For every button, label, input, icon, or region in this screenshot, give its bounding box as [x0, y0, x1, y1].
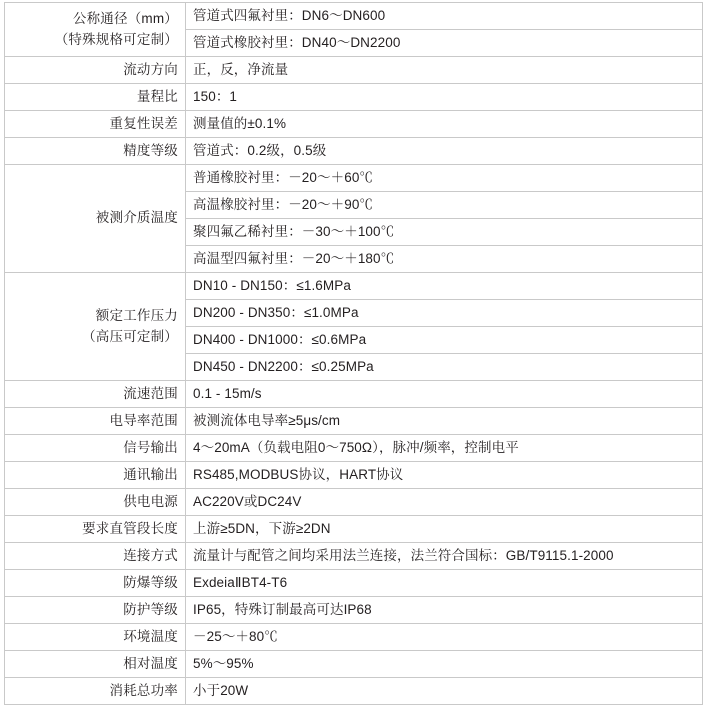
row-value-medium-temperature-1: 普通橡胶衬里：－20～＋60℃ — [186, 165, 703, 192]
table-row — [5, 489, 703, 516]
table-row — [5, 408, 703, 435]
row-value-total-power-consumption: 小于20W — [186, 678, 703, 705]
row-value-nominal-diameter-rubber: 管道式橡胶衬里：DN40～DN2200 — [186, 30, 703, 57]
table-row — [5, 3, 703, 30]
table-row — [5, 273, 703, 300]
row-label-medium-temperature: 被测介质温度 — [5, 165, 186, 273]
row-value-medium-temperature-3: 聚四氟乙稀衬里：－30～＋100℃ — [186, 219, 703, 246]
specification-table-body — [5, 3, 703, 705]
table-row — [5, 624, 703, 651]
row-value-rated-pressure-4: DN450 - DN2200：≤0.25MPa — [186, 354, 703, 381]
row-value-connection-type: 流量计与配管之间均采用法兰连接，法兰符合国标：GB/T9115.1-2000 — [186, 543, 703, 570]
row-label-power-supply: 供电电源 — [5, 489, 186, 516]
row-value-conductivity-range: 被测流体电导率≥5μs/cm — [186, 408, 703, 435]
row-value-protection-grade: IP65，特殊订制最高可达IP68 — [186, 597, 703, 624]
table-row — [5, 381, 703, 408]
row-label-straight-pipe-length: 要求直管段长度 — [5, 516, 186, 543]
row-label-explosion-proof-grade: 防爆等级 — [5, 570, 186, 597]
row-value-medium-temperature-4: 高温型四氟衬里：－20～＋180℃ — [186, 246, 703, 273]
row-label-conductivity-range: 电导率范围 — [5, 408, 186, 435]
row-value-explosion-proof-grade: ExdeiaⅡBT4-T6 — [186, 570, 703, 597]
row-value-ambient-temperature: －25～＋80℃ — [186, 624, 703, 651]
row-label-flow-direction: 流动方向 — [5, 57, 186, 84]
table-row — [5, 651, 703, 678]
row-value-rated-pressure-1: DN10 - DN150：≤1.6MPa — [186, 273, 703, 300]
row-label-communication-output: 通讯输出 — [5, 462, 186, 489]
row-value-communication-output: RS485,MODBUS协议，HART协议 — [186, 462, 703, 489]
row-value-nominal-diameter-ptfe: 管道式四氟衬里：DN6～DN600 — [186, 3, 703, 30]
row-label-turndown-ratio: 量程比 — [5, 84, 186, 111]
row-label-signal-output: 信号输出 — [5, 435, 186, 462]
row-value-flow-direction: 正，反，净流量 — [186, 57, 703, 84]
table-row — [5, 570, 703, 597]
row-label-line: （特殊规格可定制） — [54, 31, 178, 47]
table-row — [5, 84, 703, 111]
row-label-line: 额定工作压力 — [95, 307, 178, 323]
table-row — [5, 165, 703, 192]
table-row — [5, 138, 703, 165]
row-label-rated-working-pressure — [5, 273, 186, 381]
table-row — [5, 543, 703, 570]
row-value-signal-output: 4～20mA（负载电阻0～750Ω），脉冲/频率，控制电平 — [186, 435, 703, 462]
row-label-relative-humidity: 相对温度 — [5, 651, 186, 678]
row-label-connection-type: 连接方式 — [5, 543, 186, 570]
row-value-straight-pipe-length: 上游≥5DN，下游≥2DN — [186, 516, 703, 543]
row-label-ambient-temperature: 环境温度 — [5, 624, 186, 651]
row-label-repeatability-error: 重复性误差 — [5, 111, 186, 138]
table-row — [5, 678, 703, 705]
table-row — [5, 57, 703, 84]
row-label-line: （高压可定制） — [82, 328, 178, 344]
row-label-total-power-consumption: 消耗总功率 — [5, 678, 186, 705]
table-row — [5, 462, 703, 489]
row-value-turndown-ratio: 150：1 — [186, 84, 703, 111]
table-row — [5, 516, 703, 543]
row-value-rated-pressure-2: DN200 - DN350：≤1.0MPa — [186, 300, 703, 327]
row-label-nominal-diameter — [5, 3, 186, 57]
table-row — [5, 435, 703, 462]
row-value-velocity-range: 0.1 - 15m/s — [186, 381, 703, 408]
row-label-line: 公称通径（mm） — [72, 10, 178, 26]
row-label-accuracy-class: 精度等级 — [5, 138, 186, 165]
row-label-protection-grade: 防护等级 — [5, 597, 186, 624]
table-row — [5, 111, 703, 138]
row-value-rated-pressure-3: DN400 - DN1000：≤0.6MPa — [186, 327, 703, 354]
specification-table — [4, 2, 703, 705]
row-value-relative-humidity: 5%～95% — [186, 651, 703, 678]
table-row — [5, 597, 703, 624]
row-value-accuracy-class: 管道式：0.2级，0.5级 — [186, 138, 703, 165]
row-label-velocity-range: 流速范围 — [5, 381, 186, 408]
row-value-repeatability-error: 测量值的±0.1% — [186, 111, 703, 138]
row-value-power-supply: AC220V或DC24V — [186, 489, 703, 516]
row-value-medium-temperature-2: 高温橡胶衬里：－20～＋90℃ — [186, 192, 703, 219]
